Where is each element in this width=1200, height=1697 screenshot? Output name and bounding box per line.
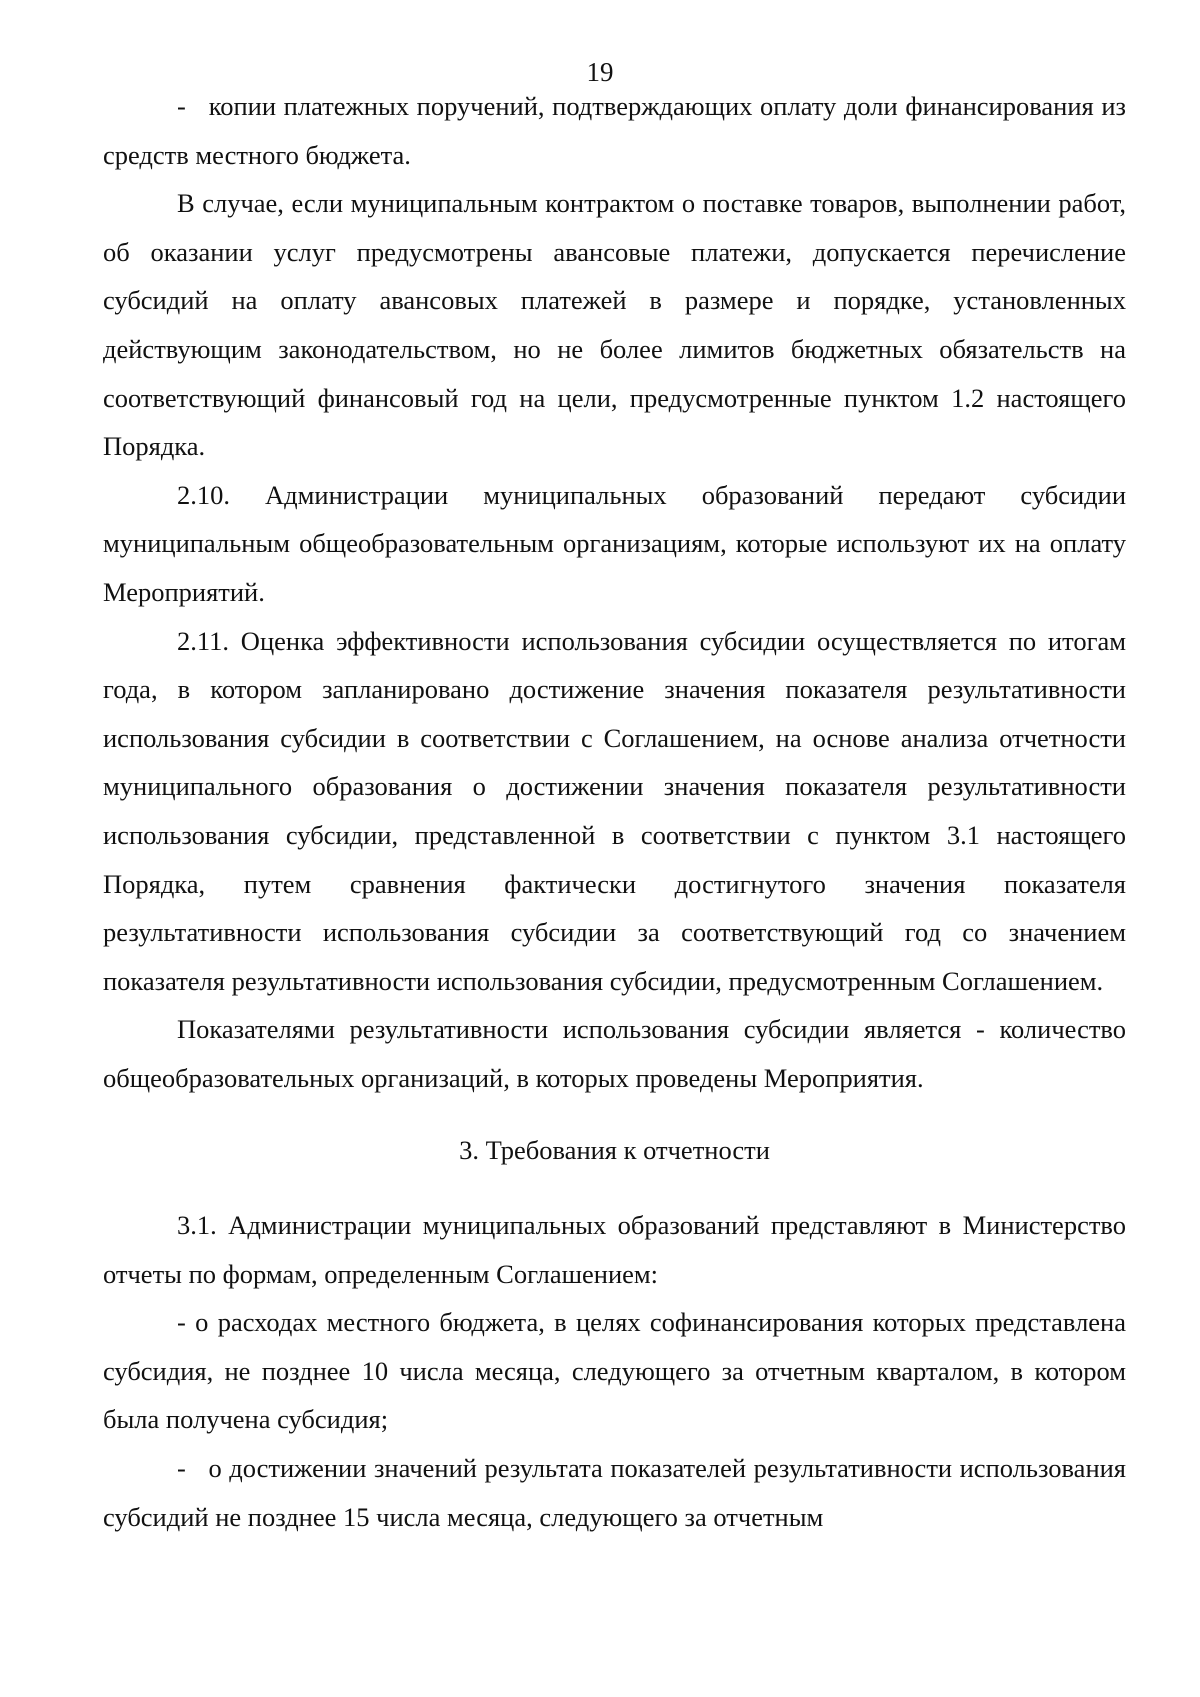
paragraph-indicator-achievement: - о достижении значений результата показателей результативности использования субсидий не позднее 15 числа месяца, следующего за отчетным: [103, 1453, 1126, 1532]
paragraph-payment-orders: - копии платежных поручений, подтверждающих оплату доли финансирования из средств местного бюджета.: [103, 91, 1126, 170]
paragraph-3-1: 3.1. Администрации муниципальных образований представляют в Министерство отчеты по формам, определенным Соглашением:: [103, 1210, 1126, 1289]
page-number: 19: [586, 57, 614, 87]
document-body: [103, 82, 1126, 1541]
section-heading-reporting: 3. Требования к отчетности: [459, 1135, 770, 1166]
paragraph-performance-indicator: Показателями результативности использования субсидии является - количество общеобразовательных организаций, в которых проведены Мероприятия.: [103, 1014, 1126, 1093]
paragraph-local-budget-expenses: - о расходах местного бюджета, в целях софинансирования которых представлена субсидия, не позднее 10 числа месяца, следующего за отчетным кварталом, в котором была получена субсидия;: [103, 1307, 1126, 1435]
paragraph-advance-payments: В случае, если муниципальным контрактом о поставке товаров, выполнении работ, об оказании услуг предусмотрены авансовые платежи, допускается перечисление субсидий на оплату авансовых платежей в размере и порядке, установленных действующим законодательством, но не более лимитов бюджетных обязательств на соответствующий финансовый год на цели, предусмотренные пунктом 1.2 настоящего Порядка.: [103, 188, 1126, 462]
paragraph-2-11: 2.11. Оценка эффективности использования субсидии осуществляется по итогам года, в котором запланировано достижение значения показателя результативности использования субсидии в соответствии с Соглашением, на основе анализа отчетности муниципального образования о достижении значения показателя результативности использования субсидии, представленной в соответствии с пунктом 3.1 настоящего Порядка, путем сравнения фактически достигнутого значения показателя результативности использования субсидии за соответствующий год со значением показателя результативности использования субсидии, предусмотренным Соглашением.: [103, 625, 1126, 996]
paragraph-2-10: 2.10. Администрации муниципальных образований передают субсидии муниципальным общеобразовательным организациям, которые используют их на оплату Мероприятий.: [103, 479, 1126, 607]
